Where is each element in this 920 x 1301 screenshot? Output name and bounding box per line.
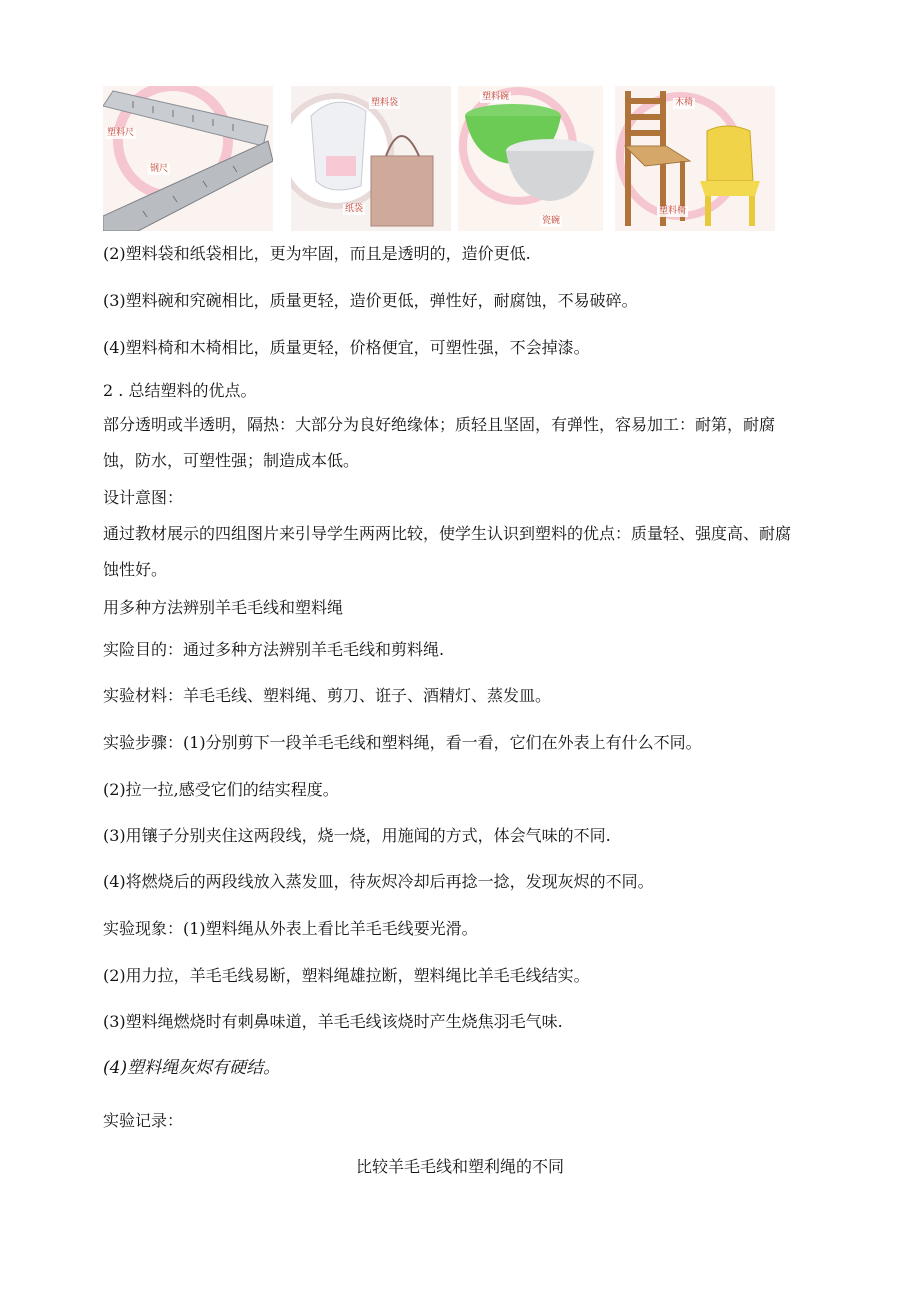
bowl-tag-porcelain: 瓷碗 — [542, 216, 561, 226]
ruler-photo — [103, 86, 273, 231]
plastic-chair-comparison: (4)塑料椅和木椅相比，质量更轻，价格便宜，可塑性强，不会掉漆。 — [103, 338, 590, 357]
observation-4: (4)塑料绳灰烬有硬结。 — [103, 1058, 281, 1078]
observation-3: (3)塑料绳燃烧时有刺鼻味道，羊毛毛线该烧时产生烧焦羽毛气味. — [103, 1012, 563, 1031]
chair-tag-wood: 木椅 — [675, 98, 694, 108]
design-intent-label: 设计意图： — [103, 488, 184, 507]
experiment-step-1: 实验步骤：(1)分别剪下一段羊毛毛线和塑料绳，看一看，它们在外表上有什么不同。 — [103, 733, 702, 752]
plastic-bowl-comparison: (3)塑料碗和究碗相比，质量更轻，造价更低，弹性好，耐腐蚀，不易破碎。 — [103, 291, 638, 310]
experiment-purpose: 实险目的：通过多种方法辨别羊毛毛线和剪料绳. — [103, 640, 445, 659]
bag-tag-paper: 纸袋 — [345, 204, 364, 214]
comparison-photos — [103, 86, 783, 231]
observation-2: (2)用力拉，羊毛毛线易断，塑料绳雄拉断，塑料绳比羊毛毛线结实。 — [103, 966, 590, 985]
plastic-bag-comparison: (2)塑料袋和纸袋相比，更为牢固，而且是透明的，造价更低. — [103, 244, 531, 263]
experiment-record-label: 实验记录： — [103, 1111, 184, 1130]
design-intent-paragraph: 通过教材展示的四组图片来引导学生两两比较，使学生认识到塑料的优点：质量轻、强度高、耐腐蚀性好。 — [103, 524, 792, 579]
bag-photo — [291, 86, 451, 231]
experiment-title: 用多种方法辨别羊毛毛线和塑料绳 — [103, 598, 344, 617]
observation-1: 实验现象：(1)塑料绳从外表上看比羊毛毛线要光滑。 — [103, 919, 478, 938]
experiment-step-2: (2)拉一拉,感受它们的结实程度。 — [103, 780, 339, 799]
experiment-step-4: (4)将燃烧后的两段线放入蒸发皿，待灰烬冷却后再捻一捻，发现灰烬的不同。 — [103, 872, 654, 891]
summary-heading: 2 . 总结塑料的优点。 — [103, 381, 257, 400]
bag-tag-plastic: 塑料袋 — [371, 98, 399, 108]
experiment-materials: 实验材料：羊毛毛线、塑料绳、剪刀、诳子、酒精灯、蒸发皿。 — [103, 686, 552, 705]
experiment-step-3: (3)用镶子分别夹住这两段线，烧一烧，用施闻的方式，体会气味的不同. — [103, 826, 611, 845]
table-caption: 比较羊毛毛线和塑利绳的不同 — [355, 1157, 564, 1176]
chair-tag-plastic: 塑料椅 — [659, 206, 687, 216]
ruler-tag-plastic: 塑料尺 — [107, 128, 135, 138]
bowl-photo — [458, 86, 603, 231]
ruler-tag-steel: 钢尺 — [150, 164, 169, 174]
chair-photo — [615, 86, 775, 231]
plastic-advantages-paragraph: 部分透明或半透明，隔热：大部分为良好绝缘体；质轻且坚固，有弹性，容易加工：耐第，耐腐蚀，防水，可塑性强；制造成本低。 — [103, 415, 776, 470]
bowl-tag-plastic: 塑料碗 — [482, 92, 510, 102]
